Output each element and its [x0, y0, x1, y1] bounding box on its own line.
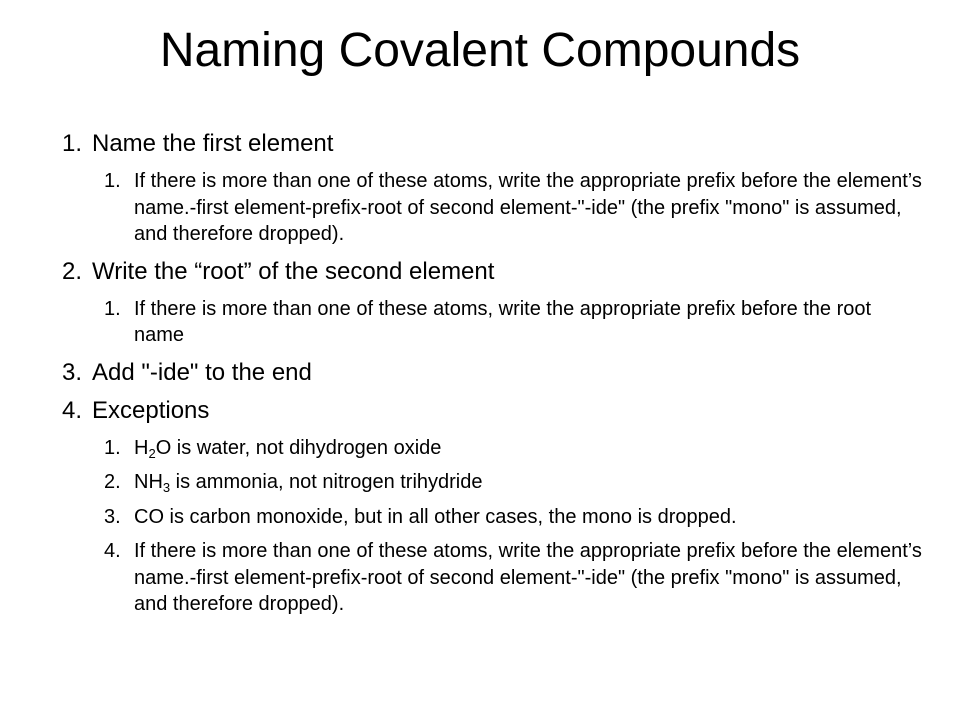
list-item-3 [62, 359, 922, 387]
list-item-1 [62, 130, 922, 158]
list-item-number: 4. [62, 396, 83, 424]
sub-item-text-with-formula [134, 435, 922, 462]
list-item-text: Exceptions [92, 396, 210, 424]
formula-subscript: 3 [162, 480, 171, 495]
sub-item-number: 4. [104, 540, 121, 562]
sub-item-number: 2. [104, 471, 121, 493]
slide-content [62, 120, 922, 626]
sub-item-text-with-formula [134, 469, 922, 496]
sub-item-number: 3. [104, 505, 121, 528]
list-item-text: Write the “root” of the second element [92, 257, 495, 285]
sub-item-text: If there is more than one of these atoms, write the appropriate prefix before the element’s name.-first element-prefix-root of second element-"-ide" (the prefix "mono" is assumed, and therefore dropped). [134, 540, 922, 615]
sub-item-number: 1. [104, 170, 121, 192]
formula-subscript: 2 [148, 445, 156, 461]
sub-item-4-1 [104, 435, 922, 462]
sub-item-text: is water, not dihydrogen oxide [171, 436, 442, 459]
list-item-number: 2. [62, 257, 83, 285]
list-item-2 [62, 258, 922, 286]
sub-item-text: If there is more than one of these atoms, write the appropriate prefix before the element’s name.-first element-prefix-root of second element-"-ide" (the prefix "mono" is assumed, and therefore dropped). [134, 170, 922, 245]
list-item-4 [62, 397, 922, 425]
formula-element: O [155, 436, 172, 459]
sub-item-number: 1. [104, 297, 121, 320]
sub-item-1-1 [104, 168, 922, 248]
sub-item-text: If there is more than one of these atoms, write the appropriate prefix before the root name [134, 297, 872, 346]
list-item-number: 3. [62, 358, 83, 386]
sub-item-text: CO is carbon monoxide, but in all other cases, the mono is dropped. [134, 505, 737, 528]
sub-item-4-2 [104, 469, 922, 496]
sub-item-4-4 [104, 538, 922, 618]
sub-item-number: 1. [104, 436, 121, 459]
sub-item-text: is ammonia, not nitrogen trihydride [170, 471, 483, 493]
formula-element: H [134, 436, 149, 459]
list-item-text: Add "-ide" to the end [92, 358, 312, 386]
sub-item-2-1 [104, 296, 922, 349]
list-item-text: Name the first element [92, 130, 334, 157]
sub-item-4-3 [104, 504, 922, 531]
formula-element: NH [134, 471, 163, 493]
list-item-number: 1. [62, 130, 83, 157]
slide-title: Naming Covalent Compounds [159, 24, 801, 77]
